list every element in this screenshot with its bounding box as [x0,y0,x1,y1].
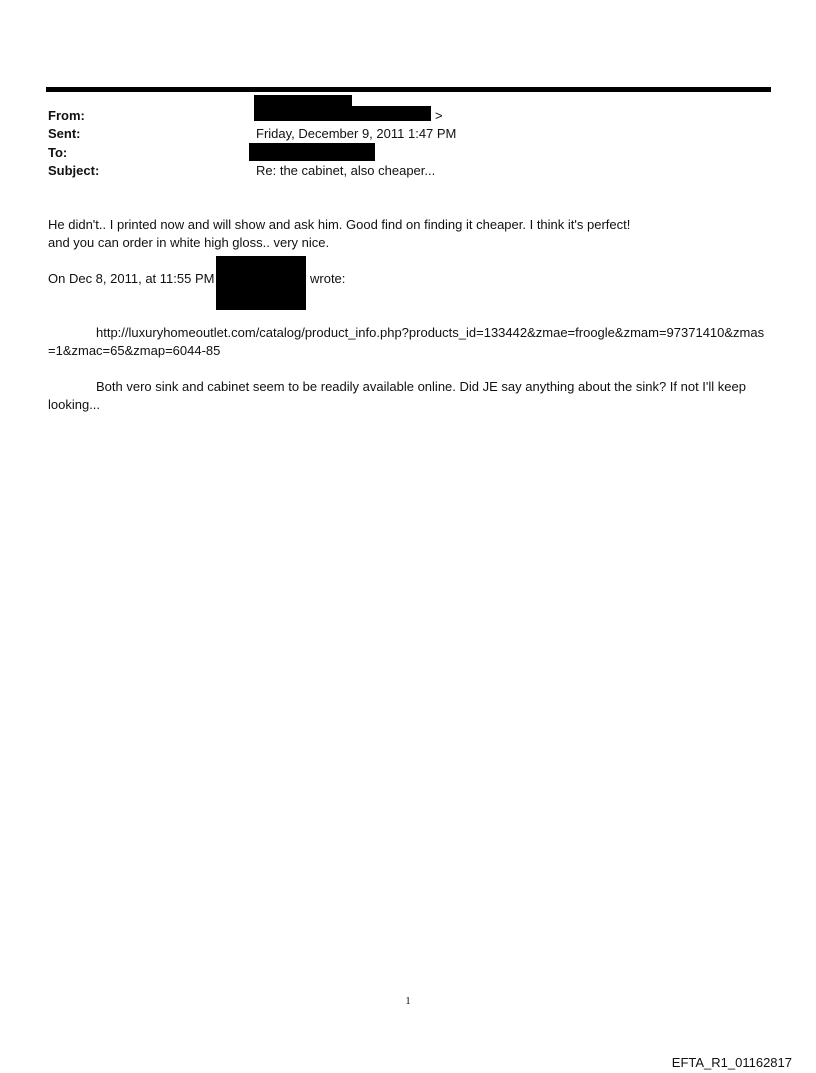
message-line-1: He didn't.. I printed now and will show and ask him. Good find on finding it cheaper. I think it's perfect! [48,217,631,232]
document-id: EFTA_R1_01162817 [671,1055,792,1070]
from-redaction-address [254,106,431,121]
quote-intro-prefix: On Dec 8, 2011, at 11:55 PM [48,271,215,286]
quote-intro-suffix: wrote: [310,271,346,286]
sent-value: Friday, December 9, 2011 1:47 PM [256,126,457,141]
from-label: From: [48,108,85,123]
message-line-2: and you can order in white high gloss.. very nice. [48,235,330,250]
product-link[interactable]: http://luxuryhomeoutlet.com/catalog/product_info.php?products_id=133442&zmae=froogle&zmam=97371410&zmas=1&zmac=65&zmap=6044-85 [48,325,765,358]
to-redaction [249,143,375,161]
subject-value: Re: the cabinet, also cheaper... [256,163,436,178]
page-number: 1 [405,995,411,1007]
quoted-paragraph: Both vero sink and cabinet seem to be readily available online. Did JE say anything about the sink? If not I'll keep looking... [48,379,746,412]
sent-label: Sent: [48,126,81,141]
subject-label: Subject: [48,163,100,178]
sender-redaction [216,256,306,310]
header-divider [46,87,771,92]
to-label: To: [48,145,68,160]
from-address-end: > [435,108,443,123]
